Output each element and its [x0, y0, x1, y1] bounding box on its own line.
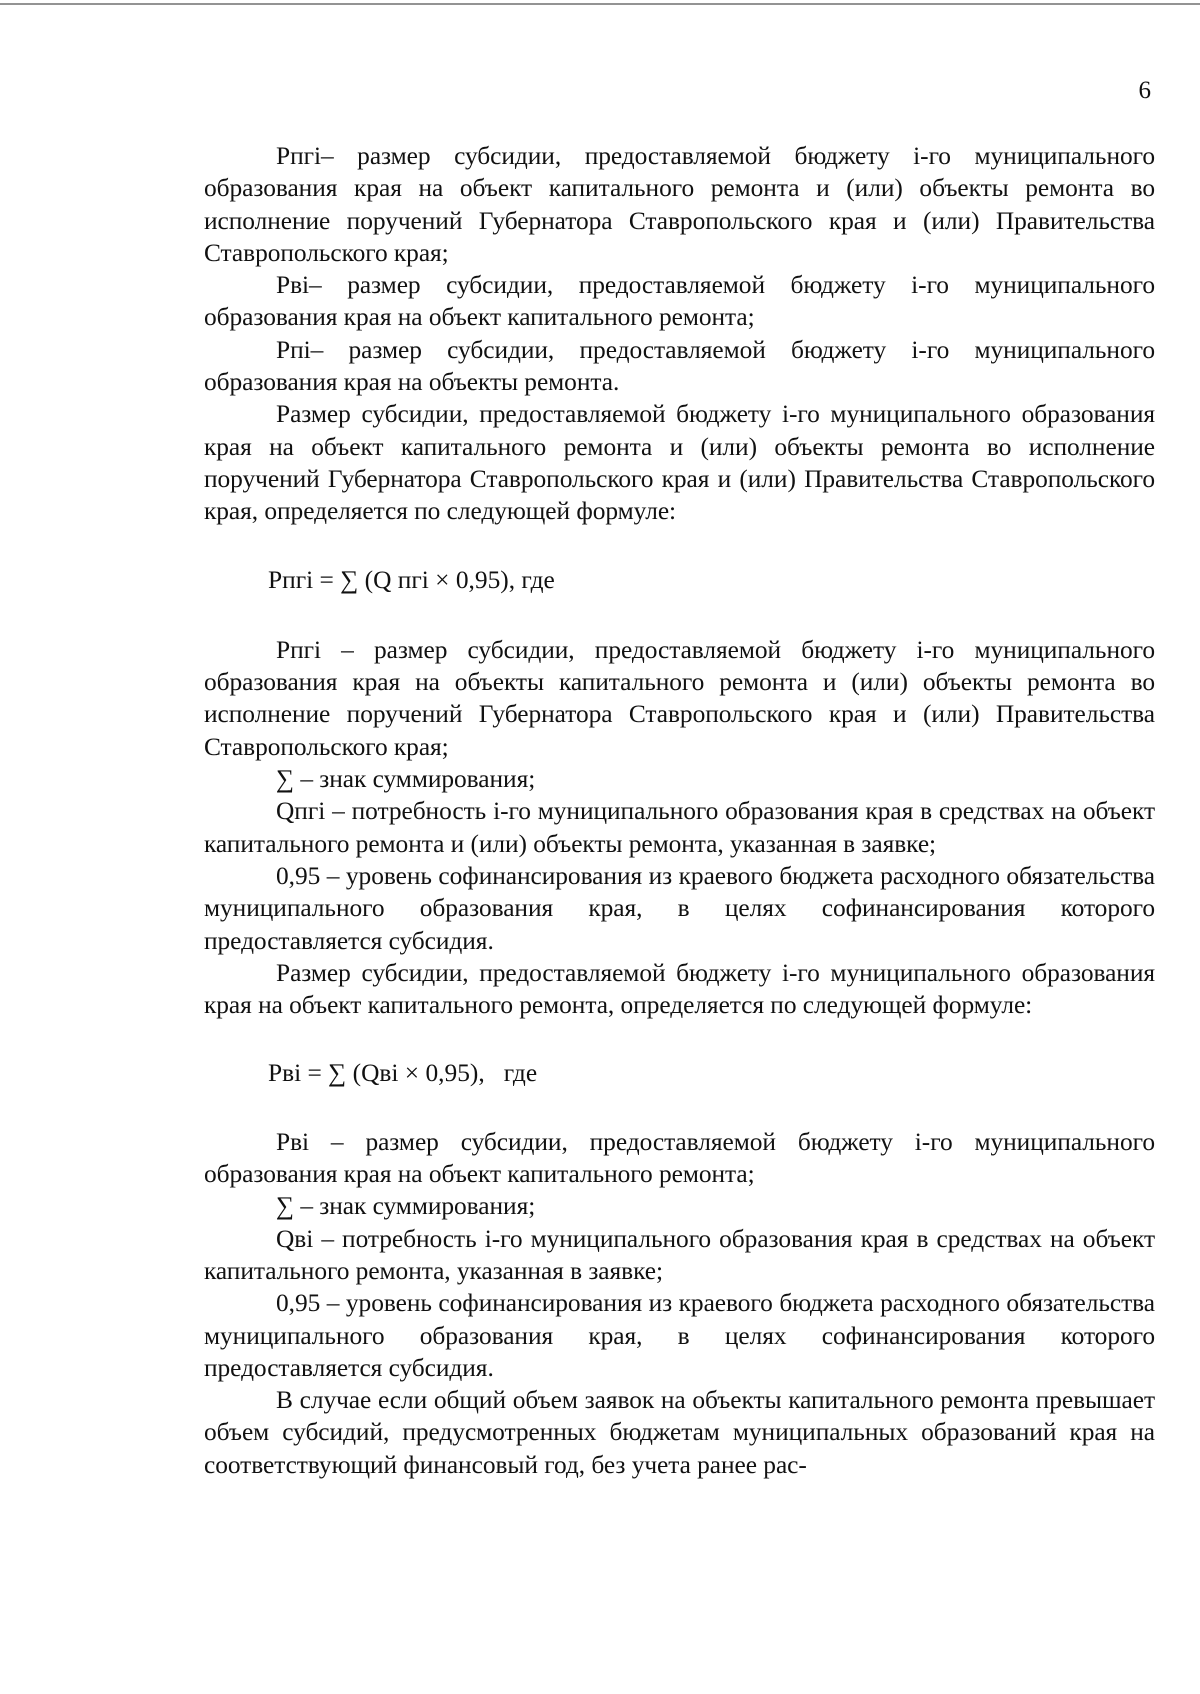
formula2-definition-pvi: Рвi – размер субсидии, предоставляемой бюджету i-го муниципального образования края на объект капитального ремонта; — [204, 1127, 1155, 1189]
formula1-definition-ppgi: Рпгi – размер субсидии, предоставляемой бюджету i-го муниципального образования края на объекты капитального ремонта и (или) объекты ремонта во исполнение поручений Губернатора Ставропольского края и (или) Правительства Ставропольского края; — [204, 635, 1155, 761]
page-number: 6 — [1138, 77, 1151, 104]
formula1-definition-coefficient: 0,95 – уровень софинансирования из краевого бюджета расходного обязательства муниципального образования края, в целях софинансирования которого предоставляется субсидия. — [204, 861, 1155, 955]
formula-intro-1: Размер субсидии, предоставляемой бюджету i-го муниципального образования края на объект капитального ремонта и (или) объекты ремонта во исполнение поручений Губернатора Ставропольского края и (или) Правительства Ставропольского края, определяется по следующей формуле: — [204, 400, 1155, 526]
definition-pvi: Рвi– размер субсидии, предоставляемой бюджету i-го муниципального образования края на объект капитального ремонта; — [204, 271, 1155, 332]
formula2-definition-qvi: Qвi – потребность i-го муниципального образования края в средствах на объект капитального ремонта, указанная в заявке; — [204, 1224, 1155, 1285]
formula-pvi: Рвi = ∑ (Qвi × 0,95), где — [268, 1059, 538, 1088]
formula-ppgi: Pпгi = ∑ (Q пгi × 0,95), где — [268, 565, 555, 594]
formula2-definition-coefficient: 0,95 – уровень софинансирования из краевого бюджета расходного обязательства муниципального образования края, в целях софинансирования которого предоставляется субсидия. — [204, 1289, 1155, 1382]
formula2-definition-sum: ∑ – знак суммирования; — [276, 1192, 536, 1221]
document-body — [204, 140, 1155, 1481]
definition-ppgi: Pпгi– размер субсидии, предоставляемой бюджету i-го муниципального образования края на объект капитального ремонта и (или) объекты ремонта во исполнение поручений Губернатора Ставропольского края и (или) Правительства Ставропольского края; — [204, 142, 1155, 267]
formula1-definition-qpgi: Qпгi – потребность i-го муниципального образования края в средствах на объект капитального ремонта и (или) объекты ремонта, указанная в заявке; — [204, 797, 1155, 858]
definition-ppi: Рпi– размер субсидии, предоставляемой бюджету i-го муниципального образования края на объекты ремонта. — [204, 335, 1155, 397]
formula-intro-2: Размер субсидии, предоставляемой бюджету i-го муниципального образования края на объект капитального ремонта, определяется по следующей формуле: — [204, 958, 1155, 1020]
formula1-definition-sum: ∑ – знак суммирования; — [276, 765, 536, 794]
closing-paragraph: В случае если общий объем заявок на объекты капитального ремонта превышает объем субсидий, предусмотренных бюджетам муниципальных образований края на соответствующий финансовый год, без учета ранее рас- — [204, 1386, 1155, 1479]
scan-top-border — [0, 3, 1200, 5]
